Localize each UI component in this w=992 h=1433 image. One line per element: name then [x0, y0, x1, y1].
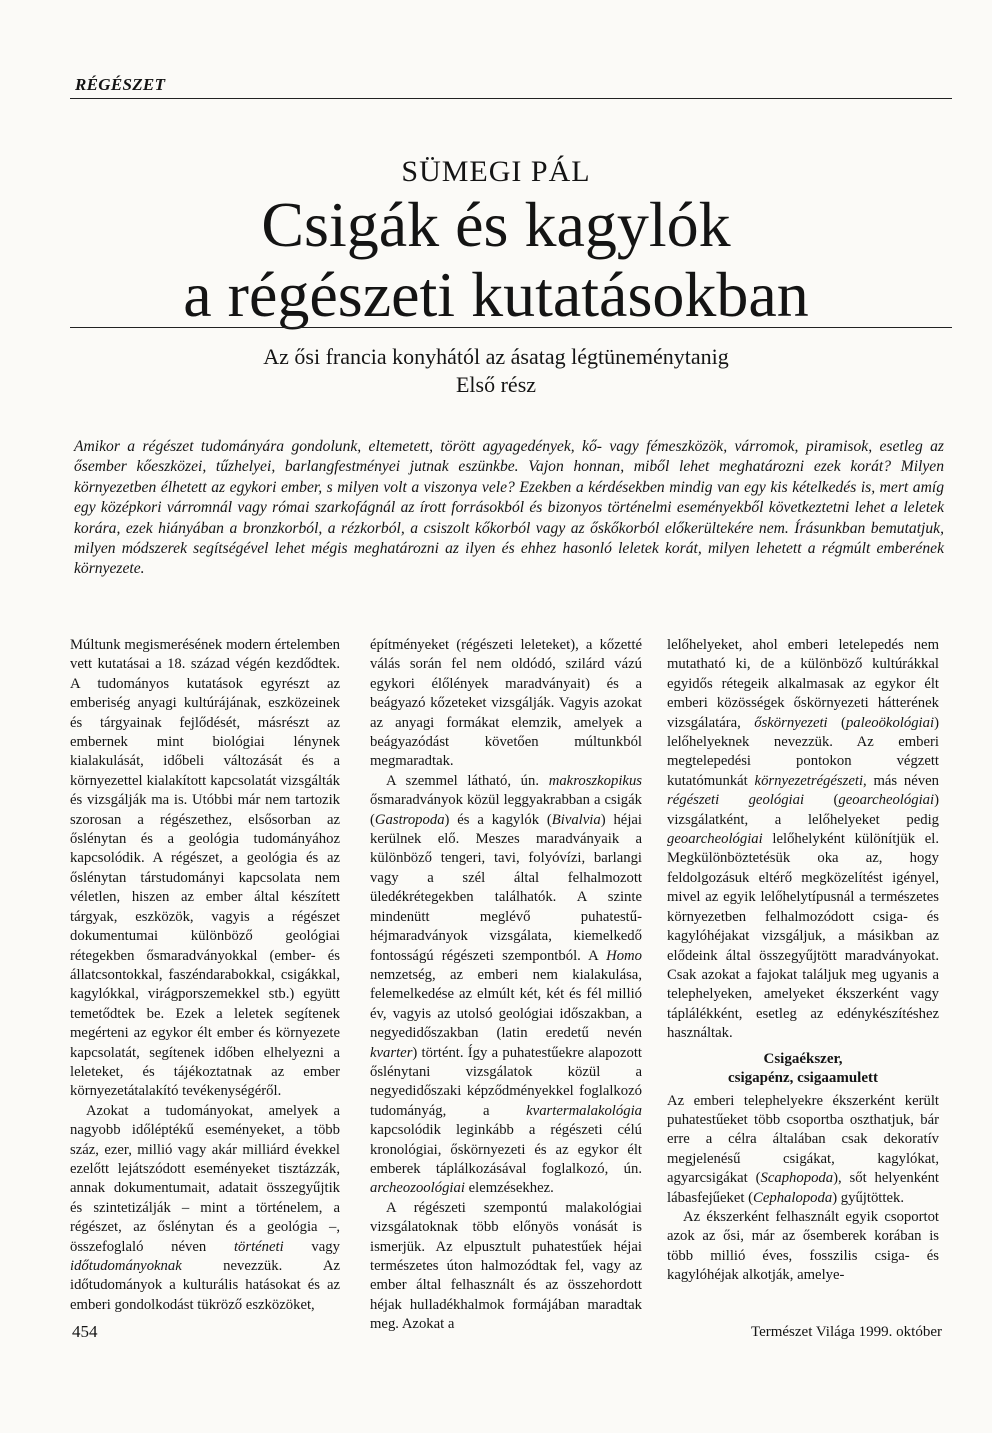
- emphasis: időtudományoknak: [70, 1258, 182, 1274]
- text-run: Azokat a tudományokat, amelyek a nagyobb időléptékű eseményeket, a több száz, ezer, millió vagy akár milliárd évekkel ezelőtt lejátszódott eseményeket tisztázzák, annak dokumentumait, adatait összegyűjtik és szintetizálják – mint a történelem, a régészet, az őslénytan és a geológia –, összefoglaló néven: [70, 1102, 340, 1255]
- section-label: RÉGÉSZET: [75, 75, 166, 94]
- paragraph: Az ékszerként felhasznált egyik csoportot azok az ősi, már az ősemberek korában is több millió éves, fosszilis csiga- és kagylóhéjak alkotják, amelye-: [667, 1208, 939, 1284]
- text-run: ősmaradványok közül leggyakrabban a csigák (: [370, 792, 642, 828]
- text-run: (: [804, 792, 839, 809]
- subtitle-line-1: Az ősi francia konyhától az ásatag légtüneménytanig: [263, 344, 729, 369]
- column-1: [70, 636, 340, 1315]
- text-run: nemzetség, az emberi nem kialakulása, felemelkedése az elmúlt két, két és fél millió év, vagyis az utolsó geológiai időszakban, a negyedidőszakban (latin eredetű nevén: [370, 966, 642, 1042]
- page-number: 454: [72, 1322, 98, 1341]
- subheading-line-2: csigapénz, csigaamulett: [728, 1069, 878, 1086]
- emphasis: geoarcheológiai: [838, 792, 935, 809]
- paragraph: Múltunk megismerésének modern értelemben vett kutatásai a 18. század végén kezdődtek. A tudományos kutatások egyrészt az emberiség anyagi kultúrájának, eszközeinek és tárgyainak fejlődését, másrészt az embernek mint biológiai lénynek kialakulását, időbeli változását és a környezettel kialakított kapcsolatát vizsgálták és vizsgálják ma is. Utóbbi már nem tartozik szorosan a régészethez, elsősorban az őslénytan és a geológia tudományához kapcsolódik. A régészet, a geológia és az őslénytan társtudományi kapcsolata nem véletlen, hiszen az ember által készített tárgyak, eszközök, vagyis a régészet dokumentumai különböző geológiai rétegekben ősmaradványokkal (ember- és állatcsontokkal, faszéndarabokkal, csigákkal, kagylókkal, virágporszemekkel stb.) együtt temetődtek be. Ezek a leletek segítenek megérteni az egykor élt ember és környezete kapcsolatát, segítenek időben elhelyezni a leleteket, és tájékoztatnak az ember környezetátalakító tevékenységéről.: [70, 637, 340, 1100]
- paragraph: [667, 636, 939, 1044]
- text-run: ) vizsgálatként, a lelőhelyeket pedig: [667, 792, 939, 828]
- emphasis: régészeti geológiai: [667, 792, 805, 809]
- article-title: [0, 190, 992, 330]
- abstract: Amikor a régészet tudományára gondolunk, eltemetett, törött agyagedények, kő- vagy fémeszközök, várromok, piramisok, esetleg az ősember kőeszközei, tűzhelyei, barlangfestményei jutnak eszünkbe. Vajon honnan, miből lehet meghatározni ezek korát? Milyen környezetben élhetett az egykori ember, s milyen volt a viszonya vele? Ezekben a kérdésekben mindig van egy kis kételkedés is, mert amíg egy középkori várromnál vagy római szarkofágnál az írott forrásokból és bizonyos történelmi eseményekből következtetni lehet a leletek korára, ezek hiányában a bronzkorból, a rézkorból, a csiszolt kőkorból vagy az őskőkorból előkerültekére nem. Írásunkban bemutatjuk, milyen módszerek segítségével lehet mégis meghatározni az ilyen és ehhez hasonló leletek korát, milyen lehetett a régmúlt emberének környezete.: [74, 438, 944, 578]
- paragraph: [70, 1102, 340, 1315]
- text-run: vagy: [283, 1238, 340, 1255]
- section-subheading: [667, 1050, 939, 1088]
- emphasis: Gastropoda: [374, 811, 445, 828]
- emphasis: Homo: [606, 947, 642, 964]
- emphasis: makroszkopikus: [548, 772, 642, 789]
- text-run: kapcsolódik leginkább a régészeti célú kronológiai, őskörnyezeti és az egykor élt emberek táplálkozásával foglalkozó, ún.: [370, 1122, 642, 1177]
- text-run: ) héjai kerülnek elő. Meszes maradványaik a különböző tengeri, tavi, folyóvízi, barlangi vagy a szél által felhalmozott üledékrétegekben találhatók. A szinte mindenütt meglévő puhatestű-héjmaradványok vizsgálata, kiemelkedő fontosságú régészeti szempontból. A: [370, 811, 642, 964]
- journal-footer: Természet Világa 1999. október: [750, 1324, 942, 1340]
- text-run: lelőhelyként különítjük el. Megkülönböztetésük oka az, hogy feldolgozásuk eltérő megközelítést igényel, mivel az egyik lelőhelytípusnál a természetes környezetben felhalmozódott csiga- és kagylóhéjakat vizsgáljuk, a másikban az elődeink által összegyűjtött maradványokat. Csak azokat a fajokat találjuk meg ugyanis a telephelyeken, amelyeket ékszerként vagy táplálékként, esetleg az edénykészítéshez használtak.: [667, 831, 939, 1042]
- text-run: ) lelőhelyeknek nevezzük. Az emberi megtelepedési pontokon végzett kutatómunkát: [667, 714, 939, 789]
- paragraph: [667, 1092, 939, 1208]
- column-3: [667, 636, 939, 1286]
- text-run: Az emberi telephelyekre ékszerként került puhatestűeket több csoportba oszthatjuk, bár erre a célra általában csak dekoratív megjelenésű csigákat, kagylókat, agyarcsigákat (: [667, 1092, 939, 1187]
- emphasis: Cephalopoda: [753, 1189, 833, 1206]
- text-run: (: [827, 714, 846, 731]
- emphasis: Scaphopoda: [760, 1170, 834, 1187]
- emphasis: kvartermalakológia: [526, 1102, 642, 1119]
- subtitle: [0, 343, 992, 399]
- emphasis: paleoökológiai: [845, 714, 935, 731]
- title-rule: [70, 327, 952, 328]
- text-run: nevezzük. Az időtudományok a kulturális hatásokat és az emberi gondolkodást tükröző eszközöket,: [70, 1258, 340, 1313]
- title-line-2: a régészeti kutatásokban: [183, 259, 809, 330]
- emphasis: történeti: [233, 1238, 284, 1255]
- subheading-line-1: Csigaékszer,: [763, 1050, 843, 1067]
- title-line-1: Csigák és kagylók: [261, 189, 731, 260]
- text-run: lelőhelyeket, ahol emberi letelepedés nem mutatható ki, de a különböző kultúrákkal egyidős rétegeik alkalmasak az egykor élt emberi közösségek őskörnyezeti hátterének vizsgálatára,: [667, 637, 939, 731]
- paragraph: [370, 772, 642, 1199]
- text-run: ) és a kagylók (: [444, 811, 552, 828]
- emphasis: Bivalvia: [551, 811, 601, 828]
- column-2: [370, 636, 642, 1335]
- text-run: A szemmel látható, ún.: [386, 772, 549, 789]
- emphasis: őskörnyezeti: [754, 714, 828, 731]
- paragraph: építményeket (régészeti leleteket), a kőzetté válás során fel nem oldódó, szilárd vázú egykori élőlények maradványait) és a beágyazó kőzeteket vizsgálják. Vagyis azokat az anyagi formákat elemzik, amelyek a beágyazódást követően múltunkból megmaradtak.: [370, 637, 642, 770]
- emphasis: kvarter: [370, 1044, 413, 1061]
- emphasis: környezetrégészeti: [754, 772, 864, 789]
- subtitle-line-2: Első rész: [455, 372, 537, 397]
- text-run: ), sőt helyenként lábasfejűeket (: [667, 1170, 939, 1206]
- header-rule: [70, 98, 952, 99]
- emphasis: archeozoológiai: [370, 1180, 465, 1197]
- text-run: elemzésekhez.: [464, 1180, 554, 1197]
- emphasis: geoarcheológiai: [667, 831, 763, 848]
- text-run: , más néven: [863, 772, 939, 789]
- paragraph: A régészeti szempontú malakológiai vizsgálatoknak több előnyös vonását is ismerjük. Az elpusztult puhatestűek héjai természetes úton halmozódtak fel, vagy az ember által felhasznált és az összehordott héjak hulladékhalmok formájában maradtak meg. Azokat a: [370, 1199, 642, 1333]
- author: SÜMEGI PÁL: [401, 155, 591, 188]
- text-run: ) gyűjtöttek.: [832, 1189, 904, 1206]
- text-run: ) történt. Így a puhatestűekre alapozott őslénytani vizsgálatok közül a negyedidőszaki képződményekkel foglalkozó tudományág, a: [370, 1044, 642, 1119]
